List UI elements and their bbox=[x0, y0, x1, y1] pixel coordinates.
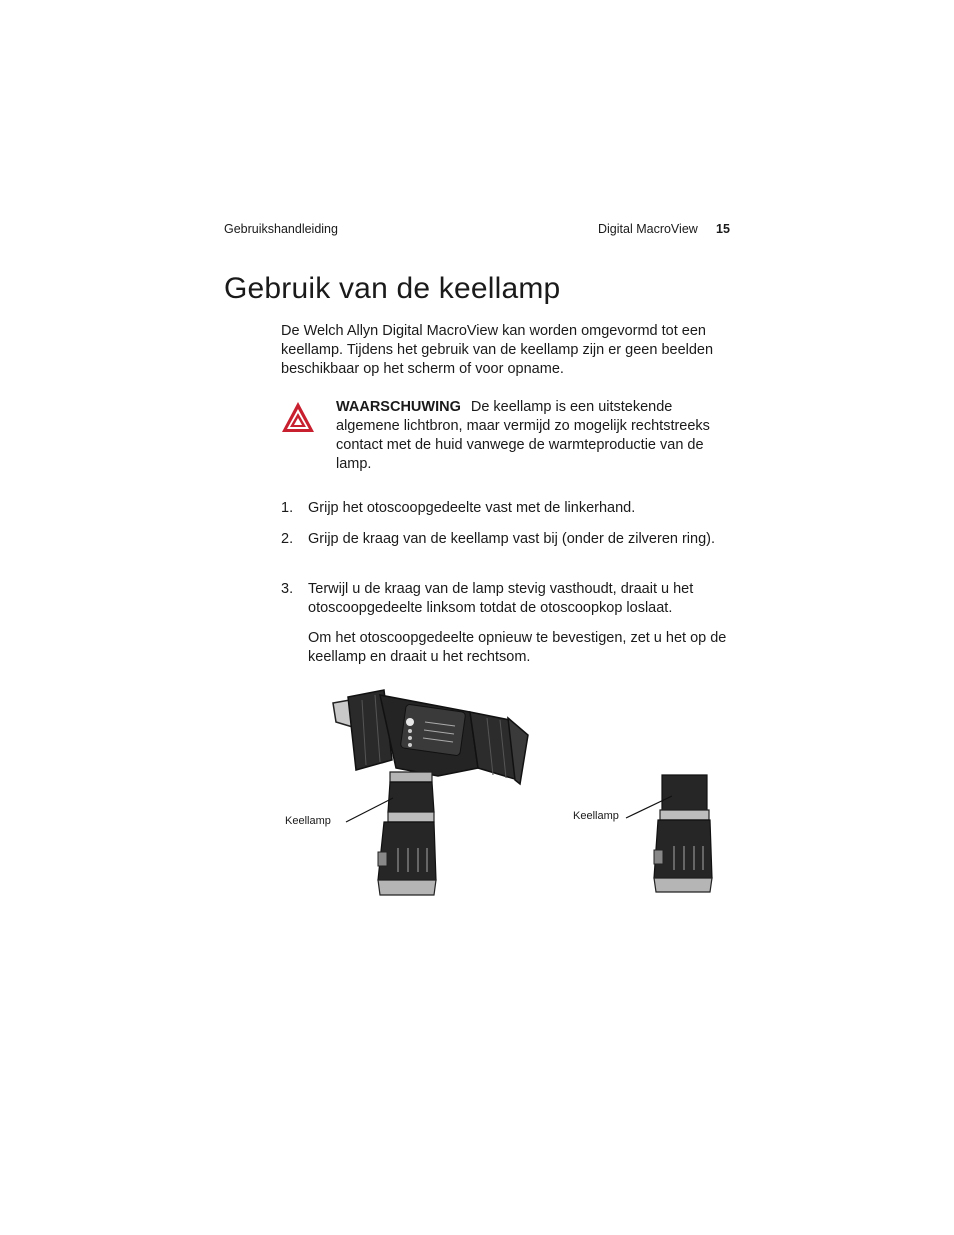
intro-paragraph: De Welch Allyn Digital MacroView kan worden omgevormd tot een keellamp. Tijdens het gebruik van de keellamp zijn er geen beelden beschikbaar op het scherm of voor opname. bbox=[281, 323, 714, 377]
step-number: 2. bbox=[281, 531, 294, 547]
figure-label-right: Keellamp bbox=[573, 810, 619, 822]
page-number: 15 bbox=[716, 222, 730, 236]
left-leader-line bbox=[346, 798, 393, 822]
step-text: Grijp de kraag van de keellamp vast bij (onder de zilveren ring). bbox=[308, 531, 716, 547]
step-text: Grijp het otoscoopgedeelte vast met de linkerhand. bbox=[308, 500, 636, 516]
figure-label-left: Keellamp bbox=[285, 815, 331, 827]
step-text: Terwijl u de kraag van de lamp stevig vasthoudt, draait u het otoscoopgedeelte linksom totdat de otoscoopkop loslaat. bbox=[308, 581, 694, 616]
step-number: 1. bbox=[281, 500, 294, 516]
section-title: Gebruik van de keellamp bbox=[224, 272, 561, 305]
warning-body: De keellamp is een uitstekende algemene lichtbron, maar vermijd zo mogelijk rechtstreeks contact met de huid vanwege de warmteproductie van de lamp. bbox=[336, 399, 710, 472]
step-number: 3. bbox=[281, 581, 294, 597]
otoscope-assembly bbox=[333, 690, 528, 895]
running-header-left: Gebruikshandleiding bbox=[224, 222, 338, 236]
running-header-title: Digital MacroView bbox=[598, 222, 698, 236]
warning-label: WAARSCHUWING bbox=[336, 399, 461, 415]
step-followup: Om het otoscoopgedeelte opnieuw te bevestigen, zet u het op de keellamp en draait u het rechtsom. bbox=[308, 630, 727, 665]
throat-lamp-assembly bbox=[654, 775, 712, 892]
